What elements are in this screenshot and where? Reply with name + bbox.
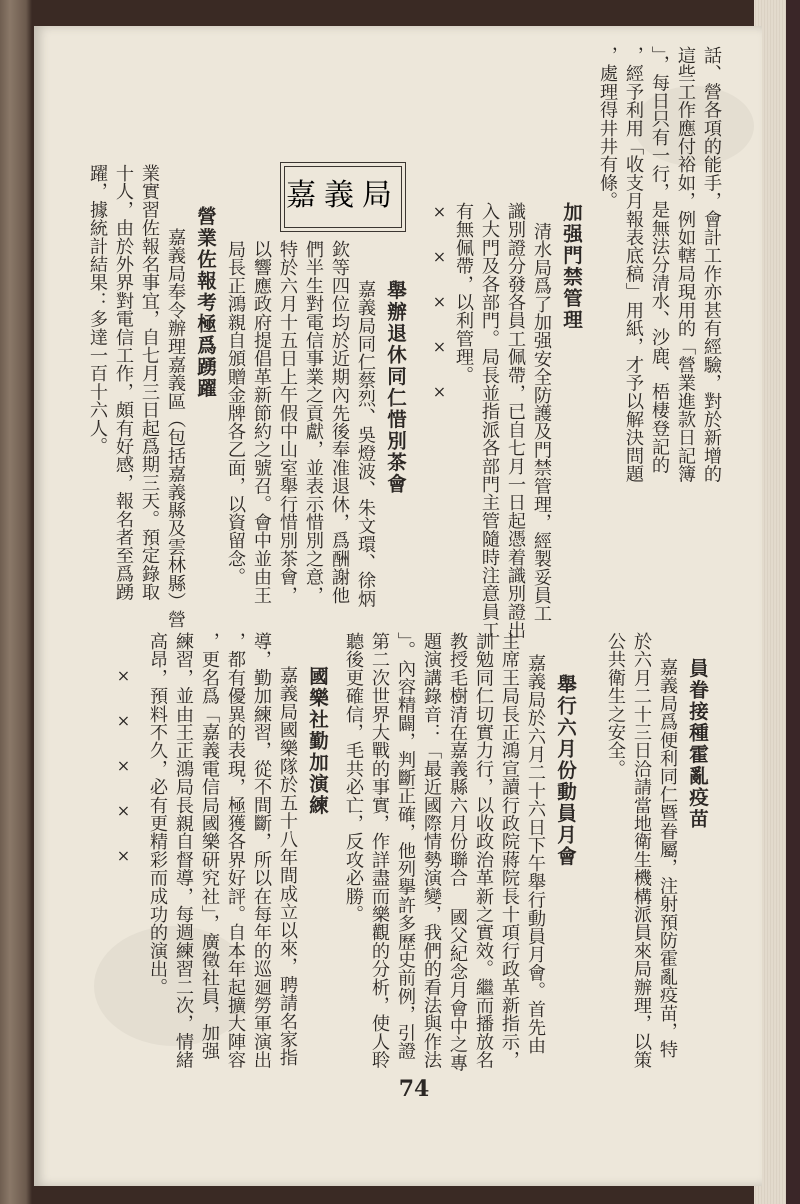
monthly-meeting-line-3: 訓勉同仁切實力行，以收政治革新之實效。繼而播放名 <box>473 632 494 1069</box>
cholera-vaccine-line-3: 公共衛生之安全。 <box>605 632 626 778</box>
monthly-meeting-line-5: 題演講錄音：「最近國際情勢演變，我們的看法與作法 <box>421 632 442 1069</box>
divider-marks-top: ××××× <box>430 202 449 427</box>
music-club-line-5: 練習，並由王正鴻局長親自督導，每週練習二次，情緒 <box>173 632 194 1069</box>
heading-retirement-tea: 舉辦退休同仁惜別茶會 <box>384 280 407 495</box>
divider-marks-bottom: ××××× <box>114 666 133 891</box>
monthly-meeting-line-7: 第二次世界大戰的事實，作詳盡而樂觀的分析，使人聆 <box>369 632 390 1069</box>
music-club-line-1: 嘉義局國樂隊於五十八年間成立以來，聘請名家指 <box>277 666 298 1067</box>
continued-line-3: 」，每日只有一行，是無法分清水、沙鹿、梧棲登記的 <box>649 46 670 474</box>
retirement-tea-line-3: 們半生對電信事業之貢獻，並表示惜別之意， <box>303 240 324 604</box>
business-exam-line-4: 躍，據統計結果：多達一百十六人。 <box>87 164 108 456</box>
business-exam-line-1: 嘉義局奉令辦理嘉義區（包括嘉義縣及雲林縣）營 <box>165 228 186 629</box>
book-cover-edge <box>786 0 800 1204</box>
cholera-vaccine-line-2: 於六月二十三日洽請當地衛生機構派員來局辦理，以策 <box>631 632 652 1069</box>
gate-control-line-4: 有無佩帶，以利管理。 <box>453 202 474 384</box>
monthly-meeting-line-6: 」。內容精闢，判斷正確，他列擧許多歷史前例，引證 <box>395 632 416 1060</box>
heading-gate-control: 加强門禁管理 <box>560 202 583 331</box>
monthly-meeting-line-4: 教授毛樹清在嘉義縣六月份聯合 國父紀念月會中之專 <box>447 632 468 1072</box>
business-exam-line-3: 十人，由於外界對電信工作，頗有好感，報名者至爲踴 <box>113 164 134 601</box>
continued-line-4: ，經予利用「收支月報表底稿」用紙，才予以解決問題 <box>623 46 644 483</box>
retirement-tea-line-5: 以響應政府提倡革新節約之號召。會中並由王 <box>251 240 272 604</box>
retirement-tea-line-4: 特於六月十五日上午假中山室舉行惜別茶會， <box>277 240 298 604</box>
page-number: 74 <box>398 1076 430 1102</box>
monthly-meeting-line-8: 聽後更確信，毛共必亡，反攻必勝。 <box>343 632 364 924</box>
book-page <box>34 26 762 1186</box>
section-header-box <box>284 166 402 228</box>
continued-line-2: 這些工作應付裕如，例如轄局現用的「營業進款日記簿 <box>675 46 696 483</box>
heading-monthly-meeting: 舉行六月份動員月會 <box>554 674 577 868</box>
music-club-line-4: ，更名爲「嘉義電信局國樂研究社」，廣徵社員，加强 <box>199 632 220 1060</box>
heading-cholera-vaccine: 員眷接種霍亂疫苗 <box>686 658 709 830</box>
continued-line-5: ，處理得井井有條。 <box>597 46 618 210</box>
retirement-tea-line-2: 欽等四位均於近期內先後奉准退休，爲酬謝他 <box>329 240 350 604</box>
heading-business-exam: 營業佐報考極爲踴躍 <box>194 206 217 400</box>
monthly-meeting-line-2: 主席王局長正鴻宣讀行政院蔣院長十項行政革新指示， <box>499 632 520 1069</box>
gate-control-line-3: 入大門及各部門。局長並指派各部門主管隨時注意員工 <box>479 202 500 639</box>
section-title-chiayi: 嘉義局 <box>286 178 400 213</box>
gate-control-line-1: 清水局爲了加强安全防護及門禁管理，經製妥員工 <box>531 222 552 623</box>
music-club-line-2: 導，勤加練習，從不間斷，所以在每年的巡廻勞軍演出 <box>251 632 272 1069</box>
gate-control-line-2: 識別證分發各員工佩帶，已自七月一日起憑着識別證出 <box>505 202 526 639</box>
heading-music-club: 國樂社勤加演練 <box>306 666 329 817</box>
monthly-meeting-line-1: 嘉義局於六月二十六日下午舉行動員月會。首先由 <box>525 654 546 1055</box>
music-club-line-6: 高昂，預料不久，必有更精彩而成功的演出。 <box>147 632 168 996</box>
continued-line-1: 話、營各項的能手，會計工作亦甚有經驗，對於新增的 <box>701 46 722 483</box>
business-exam-line-2: 業實習佐報名事宜，自七月三日起爲期三天。預定錄取 <box>139 164 160 601</box>
music-club-line-3: ，都有優異的表現，極獲各界好評。自本年起擴大陣容 <box>225 632 246 1069</box>
retirement-tea-line-1: 嘉義局同仁蔡烈、吳燈波、朱文環、徐炳 <box>355 280 376 608</box>
cholera-vaccine-line-1: 嘉義局爲便利同仁暨眷屬，注射預防霍亂疫苗，特 <box>657 658 678 1059</box>
retirement-tea-line-6: 局長正鴻親自頒贈金牌各乙面，以資留念。 <box>225 240 246 586</box>
